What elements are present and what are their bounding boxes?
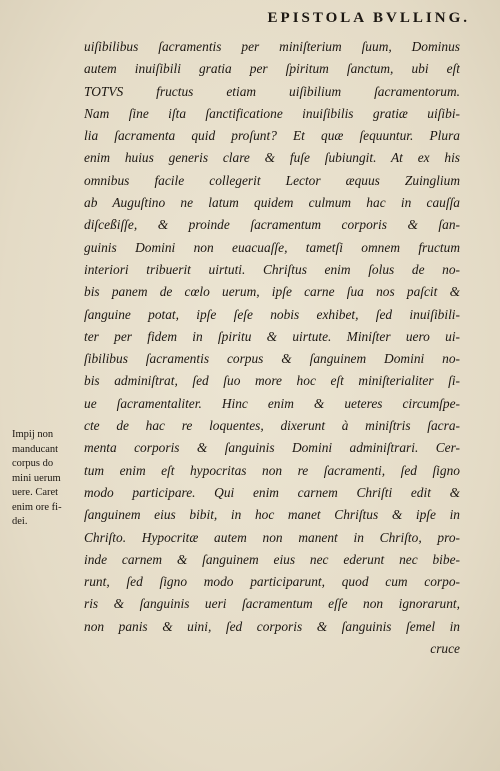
text-line: non panis & uini, ſed corporis & ſanguinis ſemel in (84, 618, 460, 634)
marginal-note-line: Impij non (12, 429, 54, 440)
text-line: autem inuiſibili gratia per ſpiritum ſanctum, ubi eſt (84, 61, 460, 77)
text-line: ſanguinem eius bibit, in hoc manet Chriſtus & ipſe in (84, 507, 460, 523)
marginal-note-line: mini uerum (12, 472, 61, 484)
text-line: enim huius generis clare & fuſe ſubiungit. At ex his (84, 150, 460, 166)
marginal-note (12, 428, 82, 530)
text-line: guinis Domini non euacuaſſe, tametſi omnem fructum (84, 239, 460, 255)
text-line: cte de hac re loquentes, dixerunt à miniſtris ſacra- (84, 418, 460, 434)
text-line: ue ſacramentaliter. Hinc enim & ueteres circumſpe- (84, 395, 460, 411)
text-line: ter per fidem in ſpiritu & uirtute. Miniſter uero ui- (84, 328, 460, 344)
catchword: cruce (430, 641, 460, 657)
text-line: ab Auguſtino ne latum quidem culmum hac in cauſſa (84, 195, 460, 211)
text-line: bis adminiſtrat, ſed ſuo more hoc eſt miniſterialiter ſi- (84, 373, 460, 389)
running-header: EPISTOLA BVLLING. (267, 10, 470, 26)
text-line: ſanguine potat, ipſe ſeſe nobis exhibet, ſed inuiſibili- (84, 306, 460, 322)
text-line: diſceßiſſe, & proinde ſacramentum corporis & ſan- (84, 217, 460, 233)
text-line: lia ſacramenta quid proſunt? Et quæ ſequuntur. Plura (84, 128, 460, 144)
text-line: omnibus facile collegerit Lector æquus Zuinglium (84, 172, 460, 188)
text-line: ſibilibus ſacramentis corpus & ſanguinem Domini no- (84, 351, 460, 367)
marginal-note-line: dei. (12, 516, 28, 527)
text-line: ris & ſanguinis ueri ſacramentum eſſe non ignorarunt, (84, 596, 460, 612)
text-line: Nam ſine iſta ſanctificatione inuiſibilis gratiæ uiſibi- (84, 105, 460, 121)
text-line: inde carnem & ſanguinem eius nec ederunt nec bibe- (84, 551, 460, 567)
text-line: bis panem de cœlo uerum, ipſe carne ſua nos paſcit & (84, 284, 460, 300)
text-line: Chriſto. Hypocritæ autem non manent in Chriſto, pro- (84, 529, 460, 545)
marginal-note-line: enim ore fi- (12, 501, 62, 513)
text-line: uiſibilibus ſacramentis per miniſterium ſuum, Dominus (84, 39, 460, 54)
text-line: modo participare. Qui enim carnem Chriſti edit & (84, 484, 460, 500)
marginal-note-line: manducant (12, 443, 59, 455)
text-line: interiori tribuerit uirtuti. Chriſtus enim ſolus de no- (84, 261, 460, 277)
text-line: TOTVS fructus etiam uiſibilium ſacramentorum. (84, 83, 460, 99)
marginal-note-line: uere. Caret (12, 487, 59, 498)
main-text-block (84, 36, 460, 660)
marginal-note-line: corpus do (12, 458, 54, 469)
text-line: runt, ſed ſigno modo participarunt, quod cum corpo- (84, 574, 460, 590)
text-line: tum enim eſt hypocritas non re ſacramenti, ſed ſigno (84, 462, 460, 478)
text-line: menta corporis & ſanguinis Domini adminiſtrari. Cer- (84, 440, 460, 456)
